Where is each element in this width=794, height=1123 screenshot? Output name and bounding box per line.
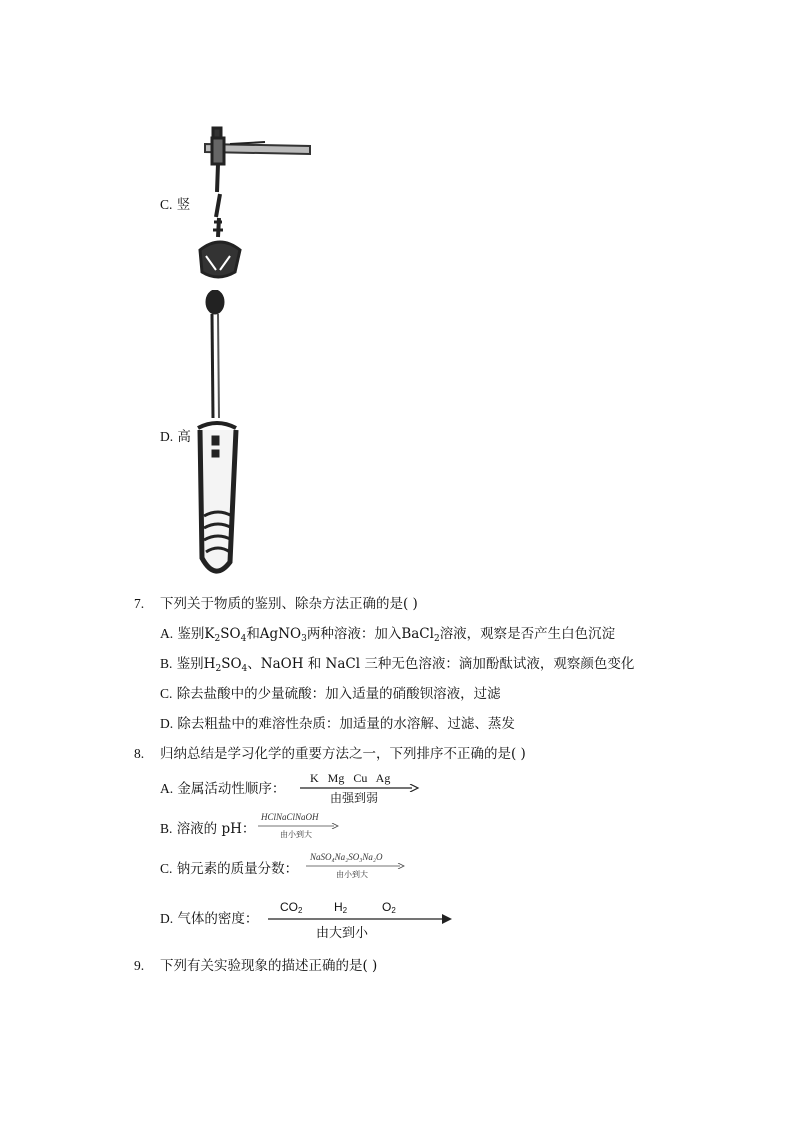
q6-option-c	[160, 196, 190, 214]
q8-option-b-text: 溶液的 pH：	[176, 821, 256, 837]
q7-option-c	[160, 685, 501, 703]
q9-stem: 下列有关实验现象的描述正确的是( )	[160, 958, 378, 974]
q7-option-c-label: C.	[160, 686, 173, 701]
q6-option-c-text: 竖	[176, 197, 191, 213]
q7-a-t5: 溶液，观察是否产生白色沉淀	[439, 626, 616, 642]
q7-b-t3: 、NaOH 和 NaCl 三种无色溶液：滴加酚酞试液，观察颜色变化	[247, 656, 635, 672]
q8-a-arrow-diagram	[300, 771, 420, 803]
q8-option-a-label: A.	[160, 781, 174, 796]
q7-option-d-label: D.	[160, 716, 174, 731]
q8-d-gas-h2	[334, 900, 347, 915]
q7-a-s3: 3	[301, 634, 307, 644]
q8-option-b-label: B.	[160, 821, 173, 836]
q6-option-d-text: 高	[177, 429, 191, 445]
q7-option-b	[160, 655, 634, 678]
q8-b-arrow-bottom: 由小到大	[280, 830, 312, 839]
q7-option-c-text: 除去盐酸中的少量硫酸：加入适量的硝酸钡溶液，过滤	[176, 686, 501, 702]
q8-number: 8.	[134, 746, 145, 761]
q7-a-t2: SO	[220, 626, 241, 642]
q7-a-s1: 2	[214, 634, 221, 644]
q8-d-arrow-bottom: 由大到小	[316, 925, 369, 940]
q8-option-a-text: 金属活动性顺序：	[177, 781, 286, 797]
q8-option-a	[160, 780, 285, 798]
q8-a-arrow-top: K Mg Cu Ag	[310, 771, 391, 785]
q7-option-d	[160, 715, 515, 733]
q8-c-arrow-top: NaSO₄Na₂SO₃Na₂O	[310, 852, 383, 862]
q7-option-a-label: A.	[160, 626, 174, 641]
q7-option-d-text: 除去粗盐中的难溶性杂质：加适量的水溶解、过滤、蒸发	[177, 716, 515, 732]
q8-d-g2s: 2	[342, 906, 348, 915]
q7-b-s2: 4	[241, 664, 248, 674]
q7-option-a	[160, 625, 615, 648]
q7-a-s4: 2	[433, 634, 440, 644]
q9-number: 9.	[134, 958, 145, 973]
q6-option-c-label: C.	[160, 197, 173, 212]
q8-d-g2: H	[334, 900, 343, 914]
q8-d-g1: CO	[280, 900, 298, 914]
q8-d-g1s: 2	[298, 906, 303, 915]
q8-d-gas-o2	[382, 900, 396, 915]
q8-d-gas-co2	[280, 900, 302, 915]
q8-option-b	[160, 820, 255, 838]
q8-option-d-text: 气体的密度：	[177, 911, 259, 927]
q8-option-d-label: D.	[160, 911, 174, 926]
q8-c-arrow-diagram	[306, 852, 406, 882]
q8-option-c-text: 钠元素的质量分数：	[176, 861, 299, 877]
apparatus-d-image	[190, 290, 250, 582]
q8-b-arrow-diagram	[258, 812, 340, 842]
q7-number: 7.	[134, 596, 145, 611]
q7-b-t2: SO	[221, 656, 242, 672]
q8-d-g3: O	[382, 900, 392, 914]
q7-b-t1: 鉴别H	[176, 656, 216, 672]
q8-option-c	[160, 860, 298, 878]
q7-a-s2: 4	[240, 634, 247, 644]
q7-option-b-label: B.	[160, 656, 173, 671]
q7-a-t3: 和AgNO	[246, 626, 302, 642]
q7-stem: 下列关于物质的鉴别、除杂方法正确的是( )	[160, 596, 418, 612]
q8-d-g3s: 2	[391, 906, 396, 915]
apparatus-c-image	[190, 122, 320, 284]
q8-option-c-label: C.	[160, 861, 173, 876]
q8-a-arrow-bottom: 由强到弱	[330, 791, 379, 805]
q6-option-d	[160, 428, 191, 446]
q8-stem: 归纳总结是学习化学的重要方法之一，下列排序不正确的是( )	[160, 746, 526, 762]
q8-d-arrow-diagram	[268, 898, 454, 940]
q8-c-arrow-bottom: 由小到大	[336, 870, 368, 879]
q7-a-t4: 两种溶液：加入BaCl	[306, 626, 434, 642]
q8-b-arrow-top: HClNaClNaOH	[261, 812, 319, 822]
q6-option-d-label: D.	[160, 429, 174, 444]
q7-b-s1: 2	[215, 664, 222, 674]
q8-option-d	[160, 910, 258, 928]
q7-a-t1: 鉴别K	[177, 626, 215, 642]
